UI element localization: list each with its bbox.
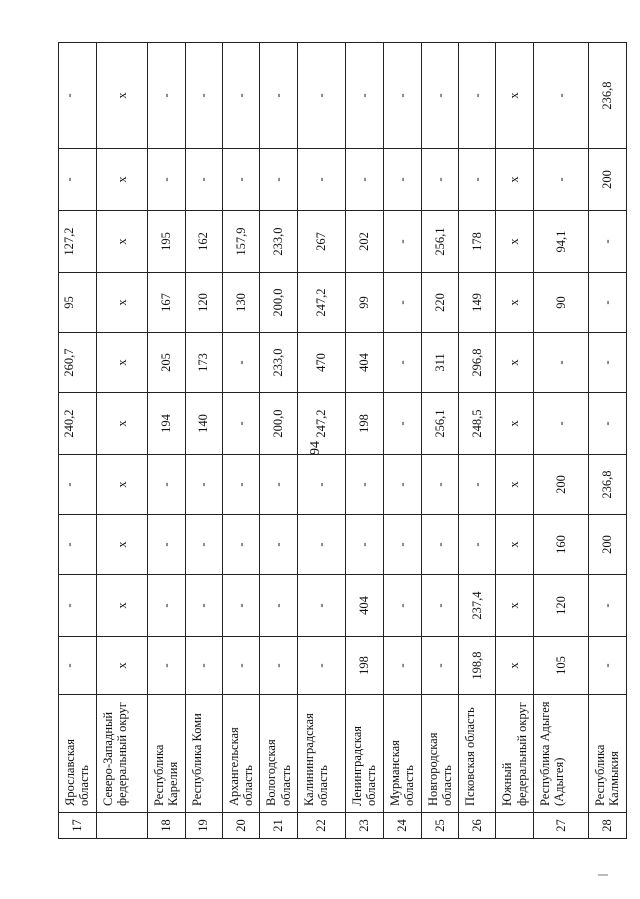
value-cell: - bbox=[185, 43, 222, 149]
region-name-cell: Республика Карелия bbox=[147, 695, 185, 813]
value-cell: - bbox=[147, 515, 185, 575]
region-name-cell: Псковская область bbox=[459, 695, 496, 813]
region-name-cell: Республика Адыгея (Адыгея) bbox=[534, 695, 589, 813]
region-name-cell: Новгородская область bbox=[421, 695, 459, 813]
value-cell: 178 bbox=[459, 211, 496, 273]
value-cell: - bbox=[346, 455, 384, 515]
value-cell: - bbox=[298, 43, 346, 149]
value-cell: - bbox=[222, 455, 260, 515]
value-cell: - bbox=[534, 43, 589, 149]
value-cell: - bbox=[459, 455, 496, 515]
value-cell: х bbox=[96, 43, 147, 149]
value-cell: 260,7 bbox=[59, 333, 97, 393]
row-number-cell: 24 bbox=[383, 813, 421, 839]
value-cell: 236,8 bbox=[589, 43, 627, 149]
value-cell: 149 bbox=[459, 273, 496, 333]
district-row bbox=[96, 43, 147, 839]
value-cell: - bbox=[147, 637, 185, 695]
value-cell: х bbox=[96, 333, 147, 393]
value-cell: 198,8 bbox=[459, 637, 496, 695]
value-cell: х bbox=[496, 455, 534, 515]
value-cell: 247,2 bbox=[298, 393, 346, 455]
value-cell: 140 bbox=[185, 393, 222, 455]
value-cell: - bbox=[383, 211, 421, 273]
region-name-cell: Калининградская область bbox=[298, 695, 346, 813]
value-cell: х bbox=[496, 515, 534, 575]
value-cell: - bbox=[222, 333, 260, 393]
value-cell: - bbox=[298, 575, 346, 637]
value-cell: х bbox=[96, 455, 147, 515]
value-cell: х bbox=[496, 211, 534, 273]
value-cell: х bbox=[96, 575, 147, 637]
value-cell: 200 bbox=[589, 515, 627, 575]
value-cell: - bbox=[260, 149, 298, 211]
region-row bbox=[383, 43, 421, 839]
region-name-cell: Архангельская область bbox=[222, 695, 260, 813]
region-name-cell: Ярославская область bbox=[59, 695, 97, 813]
value-cell: - bbox=[222, 637, 260, 695]
region-row bbox=[222, 43, 260, 839]
row-number-cell: 21 bbox=[260, 813, 298, 839]
value-cell: 157,9 bbox=[222, 211, 260, 273]
value-cell: 240,2 bbox=[59, 393, 97, 455]
value-cell: 247,2 bbox=[298, 273, 346, 333]
value-cell: 267 bbox=[298, 211, 346, 273]
value-cell: - bbox=[59, 43, 97, 149]
value-cell: - bbox=[222, 575, 260, 637]
value-cell: 95 bbox=[59, 273, 97, 333]
value-cell: - bbox=[383, 393, 421, 455]
value-cell: - bbox=[260, 43, 298, 149]
value-cell: 200 bbox=[589, 149, 627, 211]
value-cell: - bbox=[59, 149, 97, 211]
value-cell: 248,5 bbox=[459, 393, 496, 455]
value-cell: - bbox=[383, 149, 421, 211]
value-cell: - bbox=[59, 455, 97, 515]
region-row bbox=[346, 43, 384, 839]
row-number-cell: 26 bbox=[459, 813, 496, 839]
value-cell: 404 bbox=[346, 333, 384, 393]
value-cell: - bbox=[459, 43, 496, 149]
row-number-cell: 22 bbox=[298, 813, 346, 839]
value-cell: - bbox=[147, 575, 185, 637]
value-cell: 233,0 bbox=[260, 211, 298, 273]
region-name-cell: Вологодская область bbox=[260, 695, 298, 813]
row-number-cell: 28 bbox=[589, 813, 627, 839]
region-name-cell: Ленинградская область bbox=[346, 695, 384, 813]
value-cell: - bbox=[589, 273, 627, 333]
value-cell: х bbox=[496, 149, 534, 211]
value-cell: - bbox=[222, 393, 260, 455]
value-cell: - bbox=[383, 515, 421, 575]
value-cell: 237,4 bbox=[459, 575, 496, 637]
row-number-cell: 19 bbox=[185, 813, 222, 839]
value-cell: 198 bbox=[346, 637, 384, 695]
value-cell: - bbox=[589, 637, 627, 695]
value-cell: - bbox=[260, 637, 298, 695]
value-cell: - bbox=[346, 515, 384, 575]
value-cell: - bbox=[260, 455, 298, 515]
value-cell: 167 bbox=[147, 273, 185, 333]
value-cell: - bbox=[222, 43, 260, 149]
value-cell: х bbox=[96, 637, 147, 695]
value-cell: 173 bbox=[185, 333, 222, 393]
value-cell: - bbox=[147, 43, 185, 149]
value-cell: 105 bbox=[534, 637, 589, 695]
value-cell: 200 bbox=[534, 455, 589, 515]
value-cell: - bbox=[298, 637, 346, 695]
value-cell: - bbox=[459, 149, 496, 211]
value-cell: - bbox=[459, 515, 496, 575]
value-cell: 404 bbox=[346, 575, 384, 637]
value-cell: - bbox=[421, 515, 459, 575]
value-cell: - bbox=[185, 637, 222, 695]
value-cell: 130 bbox=[222, 273, 260, 333]
value-cell: х bbox=[96, 273, 147, 333]
value-cell: - bbox=[534, 393, 589, 455]
region-name-cell: Республика Коми bbox=[185, 695, 222, 813]
value-cell: 236,8 bbox=[589, 455, 627, 515]
value-cell: 256,1 bbox=[421, 211, 459, 273]
value-cell: 94,1 bbox=[534, 211, 589, 273]
value-cell: 220 bbox=[421, 273, 459, 333]
value-cell: 195 bbox=[147, 211, 185, 273]
value-cell: 311 bbox=[421, 333, 459, 393]
value-cell: 162 bbox=[185, 211, 222, 273]
value-cell: 90 bbox=[534, 273, 589, 333]
row-number-cell: 20 bbox=[222, 813, 260, 839]
value-cell: 120 bbox=[185, 273, 222, 333]
region-row bbox=[147, 43, 185, 839]
rotated-table-container bbox=[58, 43, 622, 839]
value-cell: - bbox=[59, 575, 97, 637]
value-cell: - bbox=[185, 455, 222, 515]
region-row bbox=[59, 43, 97, 839]
value-cell: - bbox=[59, 637, 97, 695]
value-cell: - bbox=[346, 149, 384, 211]
value-cell: - bbox=[589, 333, 627, 393]
value-cell: 296,8 bbox=[459, 333, 496, 393]
table-body bbox=[59, 43, 627, 839]
value-cell: х bbox=[496, 393, 534, 455]
value-cell: - bbox=[421, 637, 459, 695]
value-cell: - bbox=[222, 515, 260, 575]
row-number-cell: 25 bbox=[421, 813, 459, 839]
row-number-cell: 17 bbox=[59, 813, 97, 839]
value-cell: - bbox=[147, 149, 185, 211]
value-cell: х bbox=[496, 637, 534, 695]
value-cell: - bbox=[383, 575, 421, 637]
value-cell: 120 bbox=[534, 575, 589, 637]
value-cell: - bbox=[147, 455, 185, 515]
value-cell: - bbox=[534, 149, 589, 211]
value-cell: х bbox=[96, 393, 147, 455]
value-cell: х bbox=[496, 273, 534, 333]
data-table bbox=[58, 42, 627, 839]
region-row bbox=[459, 43, 496, 839]
value-cell: 470 bbox=[298, 333, 346, 393]
district-name-cell: Южный федеральный округ bbox=[496, 695, 534, 813]
region-row bbox=[298, 43, 346, 839]
value-cell: - bbox=[260, 515, 298, 575]
region-row bbox=[421, 43, 459, 839]
value-cell: 198 bbox=[346, 393, 384, 455]
region-name-cell: Республика Калмыкия bbox=[589, 695, 627, 813]
value-cell: х bbox=[496, 333, 534, 393]
value-cell: - bbox=[421, 149, 459, 211]
value-cell: - bbox=[298, 149, 346, 211]
value-cell: - bbox=[589, 211, 627, 273]
district-name-cell: Северо-Западный федеральный округ bbox=[96, 695, 147, 813]
value-cell: - bbox=[185, 575, 222, 637]
value-cell: - bbox=[383, 455, 421, 515]
value-cell: 200,0 bbox=[260, 273, 298, 333]
value-cell: - bbox=[383, 273, 421, 333]
value-cell: - bbox=[185, 515, 222, 575]
value-cell: - bbox=[589, 575, 627, 637]
region-row bbox=[185, 43, 222, 839]
value-cell: х bbox=[96, 515, 147, 575]
value-cell: 99 bbox=[346, 273, 384, 333]
row-number-cell: 23 bbox=[346, 813, 384, 839]
value-cell: 194 bbox=[147, 393, 185, 455]
value-cell: х bbox=[96, 149, 147, 211]
page-number: 94 bbox=[308, 441, 323, 455]
value-cell: 202 bbox=[346, 211, 384, 273]
value-cell: х bbox=[496, 43, 534, 149]
value-cell: 233,0 bbox=[260, 333, 298, 393]
value-cell: - bbox=[185, 149, 222, 211]
row-number-cell bbox=[96, 813, 147, 839]
row-number-cell: 27 bbox=[534, 813, 589, 839]
value-cell: - bbox=[421, 575, 459, 637]
value-cell: х bbox=[496, 575, 534, 637]
region-name-cell: Мурманская область bbox=[383, 695, 421, 813]
value-cell: - bbox=[298, 455, 346, 515]
value-cell: - bbox=[421, 43, 459, 149]
region-row bbox=[589, 43, 627, 839]
value-cell: 127,2 bbox=[59, 211, 97, 273]
value-cell: - bbox=[383, 333, 421, 393]
value-cell: - bbox=[298, 515, 346, 575]
value-cell: - bbox=[260, 575, 298, 637]
region-row bbox=[260, 43, 298, 839]
value-cell: 160 bbox=[534, 515, 589, 575]
value-cell: - bbox=[383, 637, 421, 695]
value-cell: х bbox=[96, 211, 147, 273]
value-cell: 256,1 bbox=[421, 393, 459, 455]
value-cell: 205 bbox=[147, 333, 185, 393]
value-cell: - bbox=[534, 333, 589, 393]
value-cell: - bbox=[421, 455, 459, 515]
scan-mark bbox=[598, 874, 608, 876]
value-cell: - bbox=[59, 515, 97, 575]
value-cell: 200,0 bbox=[260, 393, 298, 455]
region-row bbox=[534, 43, 589, 839]
value-cell: - bbox=[222, 149, 260, 211]
district-row bbox=[496, 43, 534, 839]
value-cell: - bbox=[383, 43, 421, 149]
value-cell: - bbox=[346, 43, 384, 149]
row-number-cell bbox=[496, 813, 534, 839]
row-number-cell: 18 bbox=[147, 813, 185, 839]
value-cell: - bbox=[589, 393, 627, 455]
